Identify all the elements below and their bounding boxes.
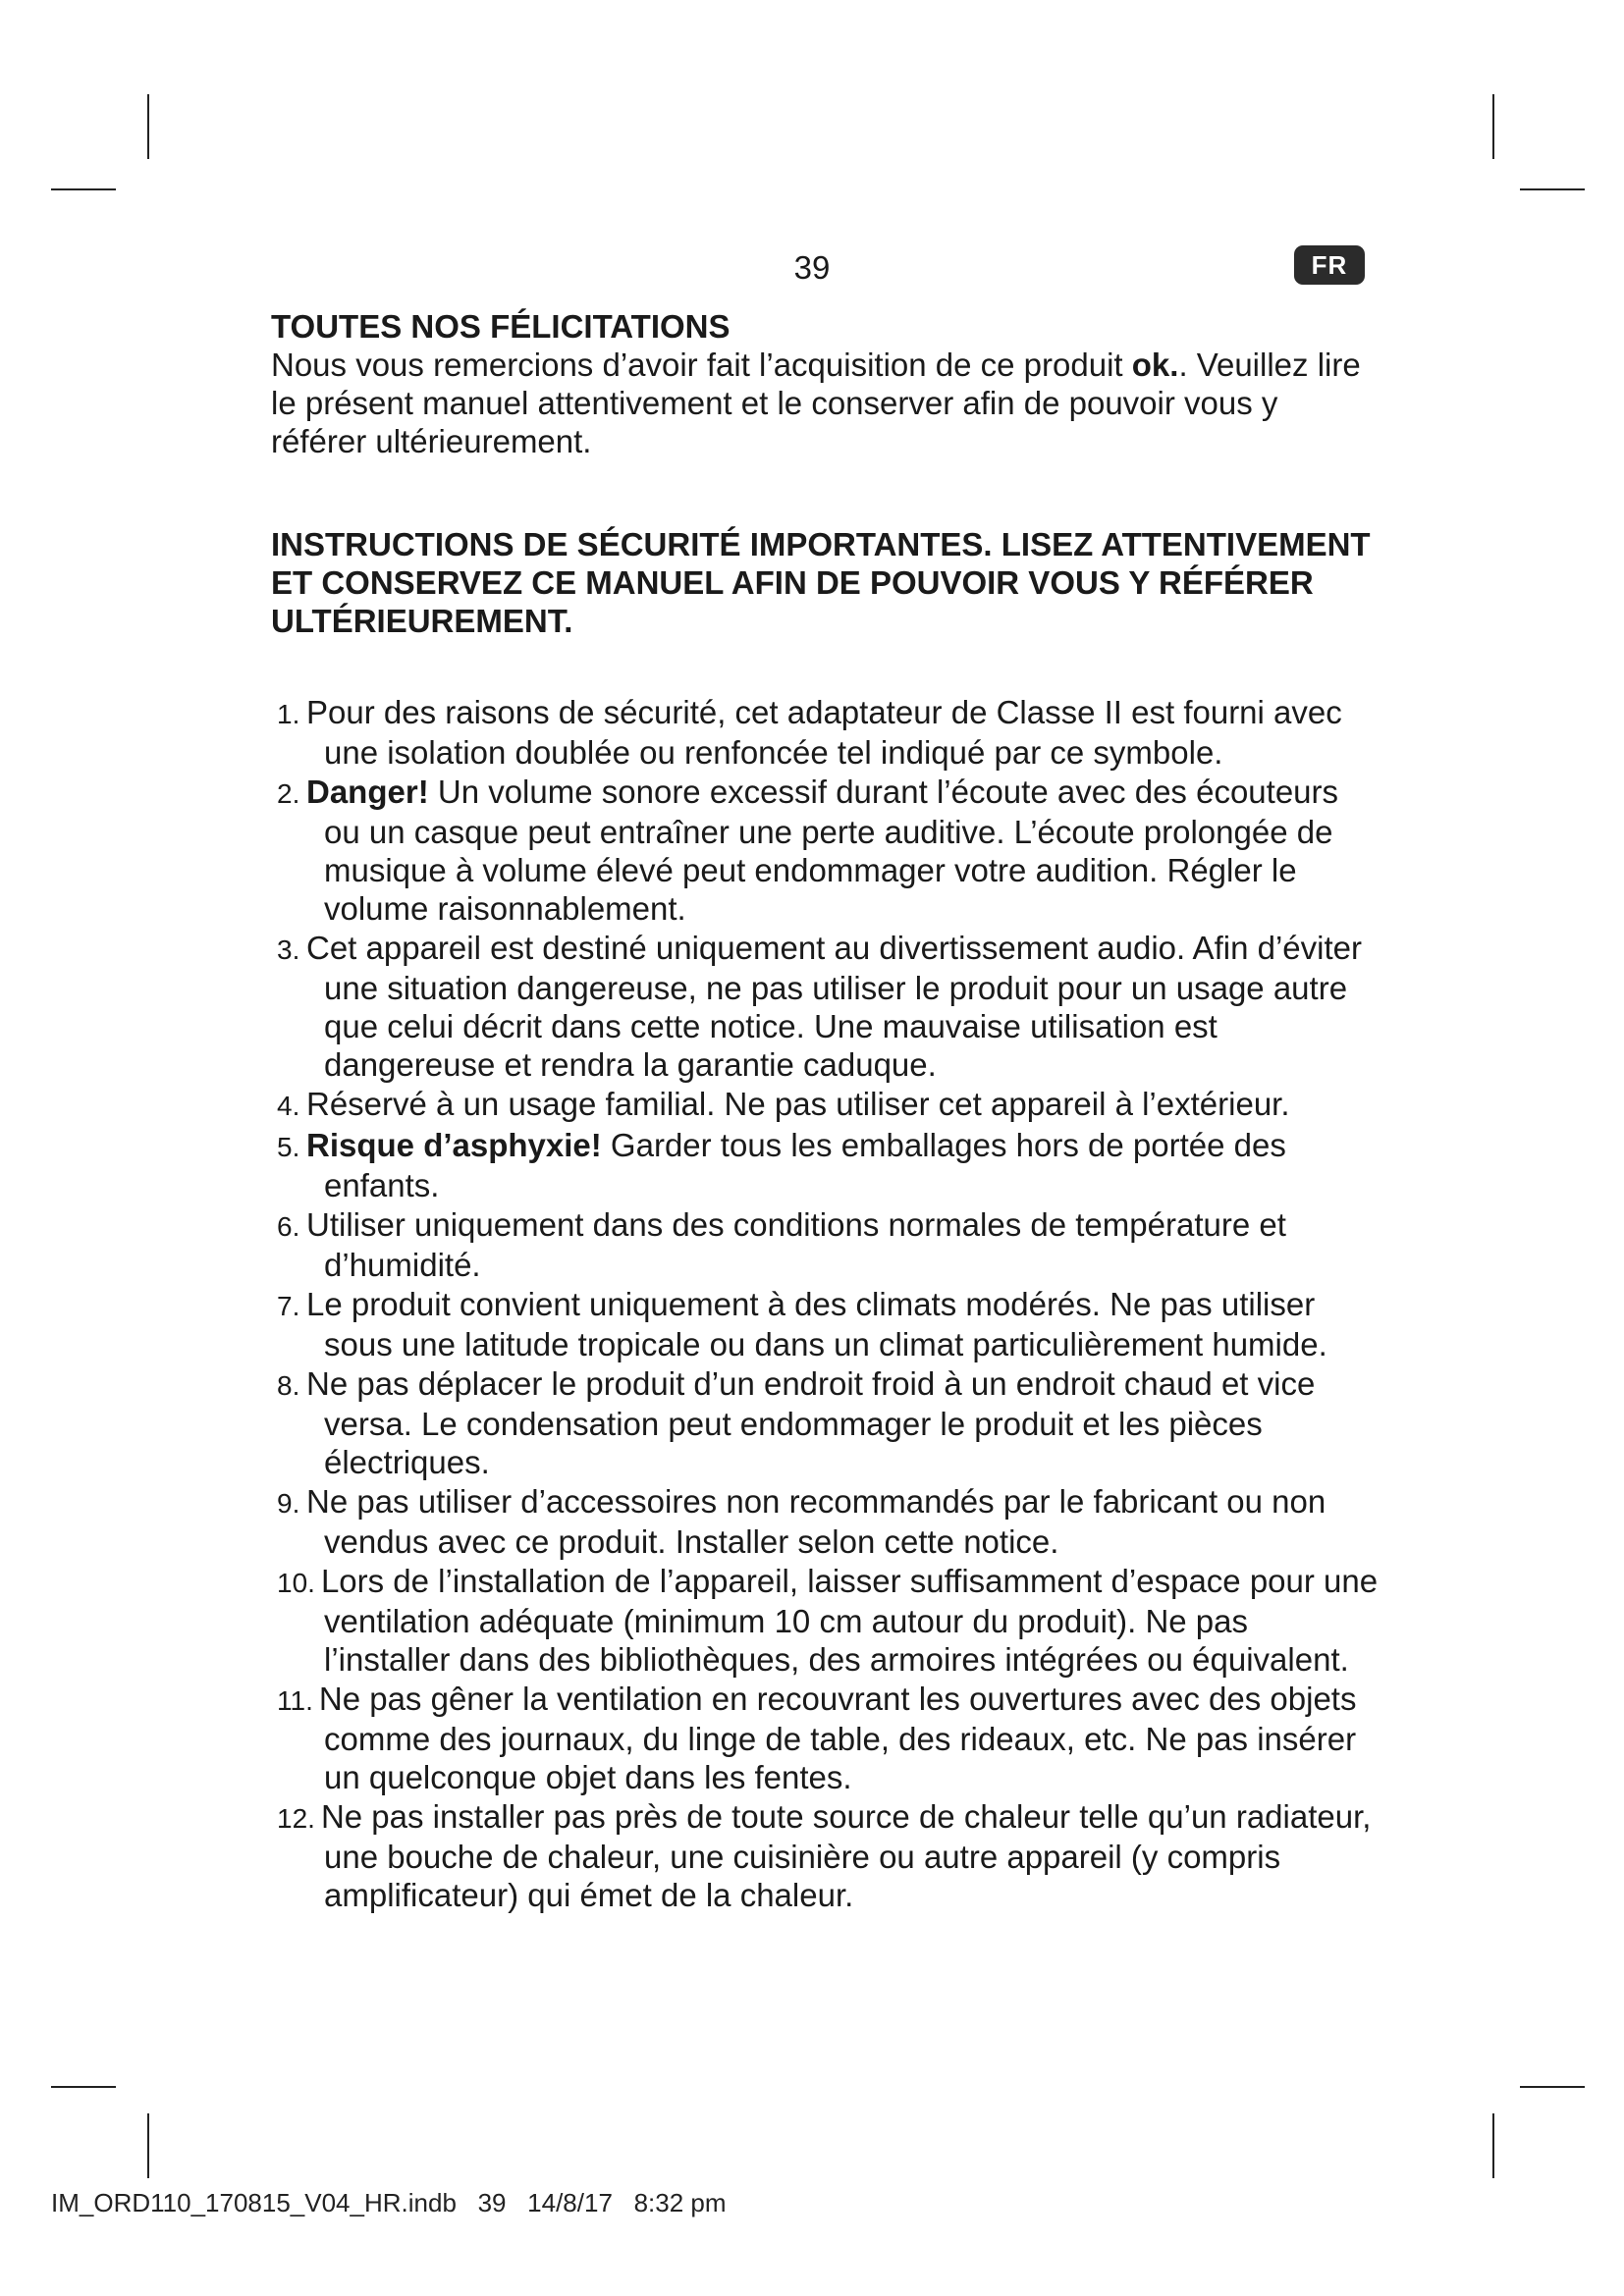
item-number: 9. — [277, 1488, 300, 1519]
list-item — [271, 1562, 1380, 1679]
item-number: 7. — [277, 1291, 300, 1321]
manual-content — [271, 307, 1380, 1915]
item-number: 8. — [277, 1370, 300, 1401]
list-item — [271, 693, 1380, 772]
item-warning: Risque d’asphyxie! — [306, 1127, 602, 1163]
list-item — [271, 929, 1380, 1084]
item-number: 1. — [277, 699, 300, 729]
item-number: 11. — [277, 1685, 313, 1716]
safety-instructions-heading: INSTRUCTIONS DE SÉCURITÉ IMPORTANTES. LISEZ ATTENTIVEMENT ET CONSERVEZ CE MANUEL AFIN DE POUVOIR VOUS Y RÉFÉRER ULTÉRIEUREMENT. — [271, 526, 1371, 639]
crop-mark-bottom-right-horizontal — [1520, 2086, 1585, 2088]
list-item — [271, 1126, 1380, 1204]
item-number: 5. — [277, 1132, 300, 1162]
item-text: Ne pas installer pas près de toute source de chaleur telle qu’un radiateur, une bouche de chaleur, une cuisinière ou autre appareil (y compris amplificateur) qui émet de la chaleur. — [320, 1798, 1372, 1913]
item-text: Un volume sonore excessif durant l’écoute avec des écouteurs ou un casque peut entraîner une perte auditive. L’écoute prolongée de musique à volume élevé peut endommager votre audition. Régler le volume raisonnablement. — [324, 774, 1339, 927]
list-item — [271, 1680, 1380, 1796]
intro-text-after: . Veuillez lire le présent manuel attentivement et le conserver afin de pouvoir vous y référer ultérieurement. — [271, 347, 1361, 459]
item-text: Utiliser uniquement dans des conditions normales de température et d’humidité. — [306, 1206, 1286, 1283]
crop-mark-top-left-vertical — [147, 94, 149, 159]
safety-list — [271, 693, 1380, 1914]
print-file-info: IM_ORD110_170815_V04_HR.indb 39 14/8/17 8:32 pm — [51, 2188, 727, 2217]
crop-mark-bottom-right-vertical — [1492, 2113, 1494, 2178]
item-text: Ne pas utiliser d’accessoires non recommandés par le fabricant ou non vendus avec ce produit. Installer selon cette notice. — [306, 1483, 1326, 1560]
congratulations-heading: TOUTES NOS FÉLICITATIONS — [271, 308, 731, 345]
crop-mark-top-right-vertical — [1492, 94, 1494, 159]
item-text: Cet appareil est destiné uniquement au divertissement audio. Afin d’éviter une situation dangereuse, ne pas utiliser le produit pour un usage autre que celui décrit dans cette notice. Une mauvaise utilisation est dangereuse et rendra la garantie caduque. — [306, 930, 1362, 1083]
item-text: Garder tous les emballages hors de portée des enfants. — [324, 1127, 1286, 1203]
item-text: Pour des raisons de sécurité, cet adaptateur de Classe II est fourni avec une isolation doublée ou renfoncée tel indiqué par ce symbole. — [306, 694, 1342, 771]
item-number: 3. — [277, 934, 300, 965]
item-number: 10. — [277, 1568, 315, 1598]
item-number: 6. — [277, 1211, 300, 1242]
item-number: 2. — [277, 778, 300, 809]
intro-paragraph — [271, 346, 1380, 460]
item-text: Ne pas déplacer le produit d’un endroit froid à un endroit chaud et vice versa. Le condensation peut endommager le produit et les pièces électriques. — [306, 1365, 1316, 1480]
item-text: Lors de l’installation de l’appareil, laisser suffisamment d’espace pour une ventilation adéquate (minimum 10 cm autour du produit). Ne pas l’installer dans des bibliothèques, des armoires intégrées ou équivalent. — [320, 1563, 1379, 1678]
item-text: Réservé à un usage familial. Ne pas utiliser cet appareil à l’extérieur. — [306, 1086, 1290, 1122]
item-text: Ne pas gêner la ventilation en recouvrant les ouvertures avec des objets comme des journaux, du linge de table, des rideaux, etc. Ne pas insérer un quelconque objet dans les fentes. — [318, 1681, 1357, 1795]
list-item — [271, 1205, 1380, 1284]
language-badge: FR — [1294, 245, 1365, 285]
list-item — [271, 1285, 1380, 1363]
list-item — [271, 1364, 1380, 1481]
page-number: 39 — [793, 249, 831, 286]
brand-name: ok. — [1131, 347, 1179, 383]
list-item — [271, 1085, 1380, 1125]
list-item — [271, 773, 1380, 928]
item-number: 4. — [277, 1091, 300, 1121]
item-number: 12. — [277, 1803, 315, 1834]
list-item — [271, 1482, 1380, 1561]
intro-text-before: Nous vous remercions d’avoir fait l’acquisition de ce produit — [271, 347, 1132, 383]
crop-mark-top-left-horizontal — [51, 188, 116, 190]
item-text: Le produit convient uniquement à des climats modérés. Ne pas utiliser sous une latitude tropicale ou dans un climat particulièrement humide. — [306, 1286, 1327, 1362]
crop-mark-bottom-left-horizontal — [51, 2086, 116, 2088]
item-warning: Danger! — [306, 774, 429, 810]
list-item — [271, 1797, 1380, 1914]
crop-mark-bottom-left-vertical — [147, 2113, 149, 2178]
crop-mark-top-right-horizontal — [1520, 188, 1585, 190]
